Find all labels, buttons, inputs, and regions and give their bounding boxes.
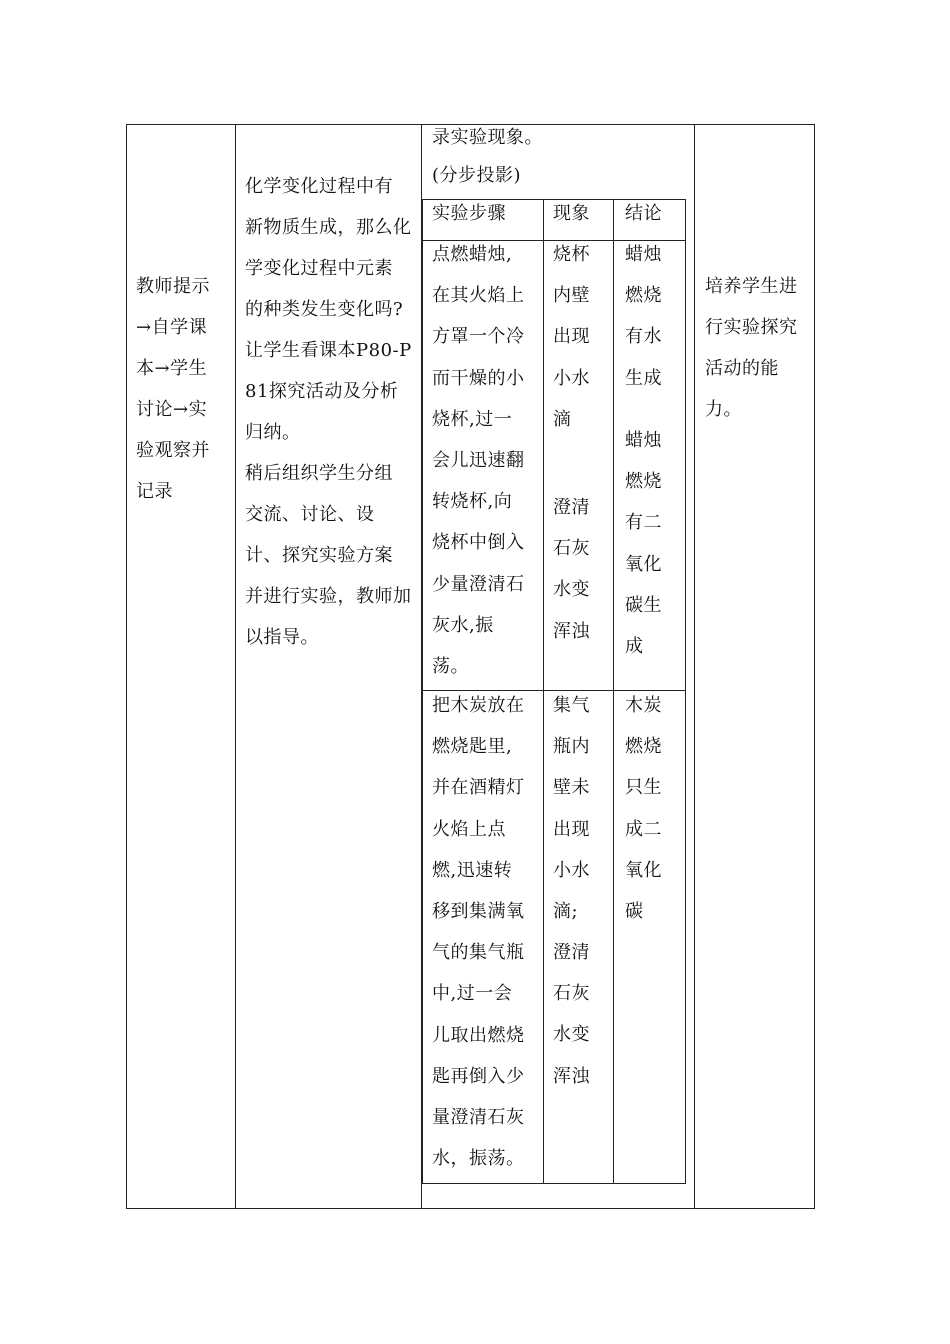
row2-phenomenon-b: 澄清 石灰 水变 浑浊 — [553, 942, 590, 1087]
intro-line-2: (分步投影) — [432, 165, 522, 186]
column-divider — [694, 124, 695, 1209]
table-rule — [613, 199, 614, 1184]
table-rule — [543, 199, 544, 1184]
row2-step: 把木炭放在 燃烧匙里, 并在酒精灯 火焰上点 燃,迅速转 移到集满氧 气的集气瓶 中,过一会 儿取出燃烧 匙再倒入少 量澄清石灰 水，振荡。 — [432, 695, 525, 1170]
row2-conclusion-a: 木炭 燃烧 只生 成二 氧化 碳 — [625, 695, 662, 923]
column-divider — [235, 124, 236, 1209]
design-intent-cell: 培养学生进 行实验探究 活动的能 力。 — [705, 276, 798, 420]
row1-conclusion-a: 蜡烛 燃烧 有水 生成 — [625, 244, 662, 389]
row2-phenomenon-a: 集气 瓶内 壁未 出现 小水 滴; — [553, 695, 590, 923]
header-phenomenon: 现象 — [553, 203, 590, 224]
teacher-activity-cell: 教师提示 →自学课 本→学生 讨论→实 验观察并 记录 — [136, 276, 210, 502]
row1-phenomenon-b: 澄清 石灰 水变 浑浊 — [553, 497, 590, 642]
row1-phenomenon-a: 烧杯 内壁 出现 小水 滴 — [553, 244, 590, 430]
row1-step: 点燃蜡烛, 在其火焰上 方罩一个冷 而干燥的小 烧杯,过一 会儿迅速翻 转烧杯,向 烧杯中倒入 少量澄清石 灰水,振 荡。 — [432, 244, 525, 678]
intro-line-1: 录实验现象。 — [432, 127, 543, 148]
row1-conclusion-b: 蜡烛 燃烧 有二 氧化 碳生 成 — [625, 430, 662, 658]
student-activity-cell: 化学变化过程中有 新物质生成，那么化 学变化过程中元素 的种类发生变化吗? 让学生看课本P80-P 81探究活动及分析 归纳。 稍后组织学生分组 交流、讨论、设 计、探究实验方案 并进行实验，教师加 以指导。 — [245, 176, 412, 648]
header-step: 实验步骤 — [432, 203, 506, 224]
header-conclusion: 结论 — [625, 203, 662, 224]
